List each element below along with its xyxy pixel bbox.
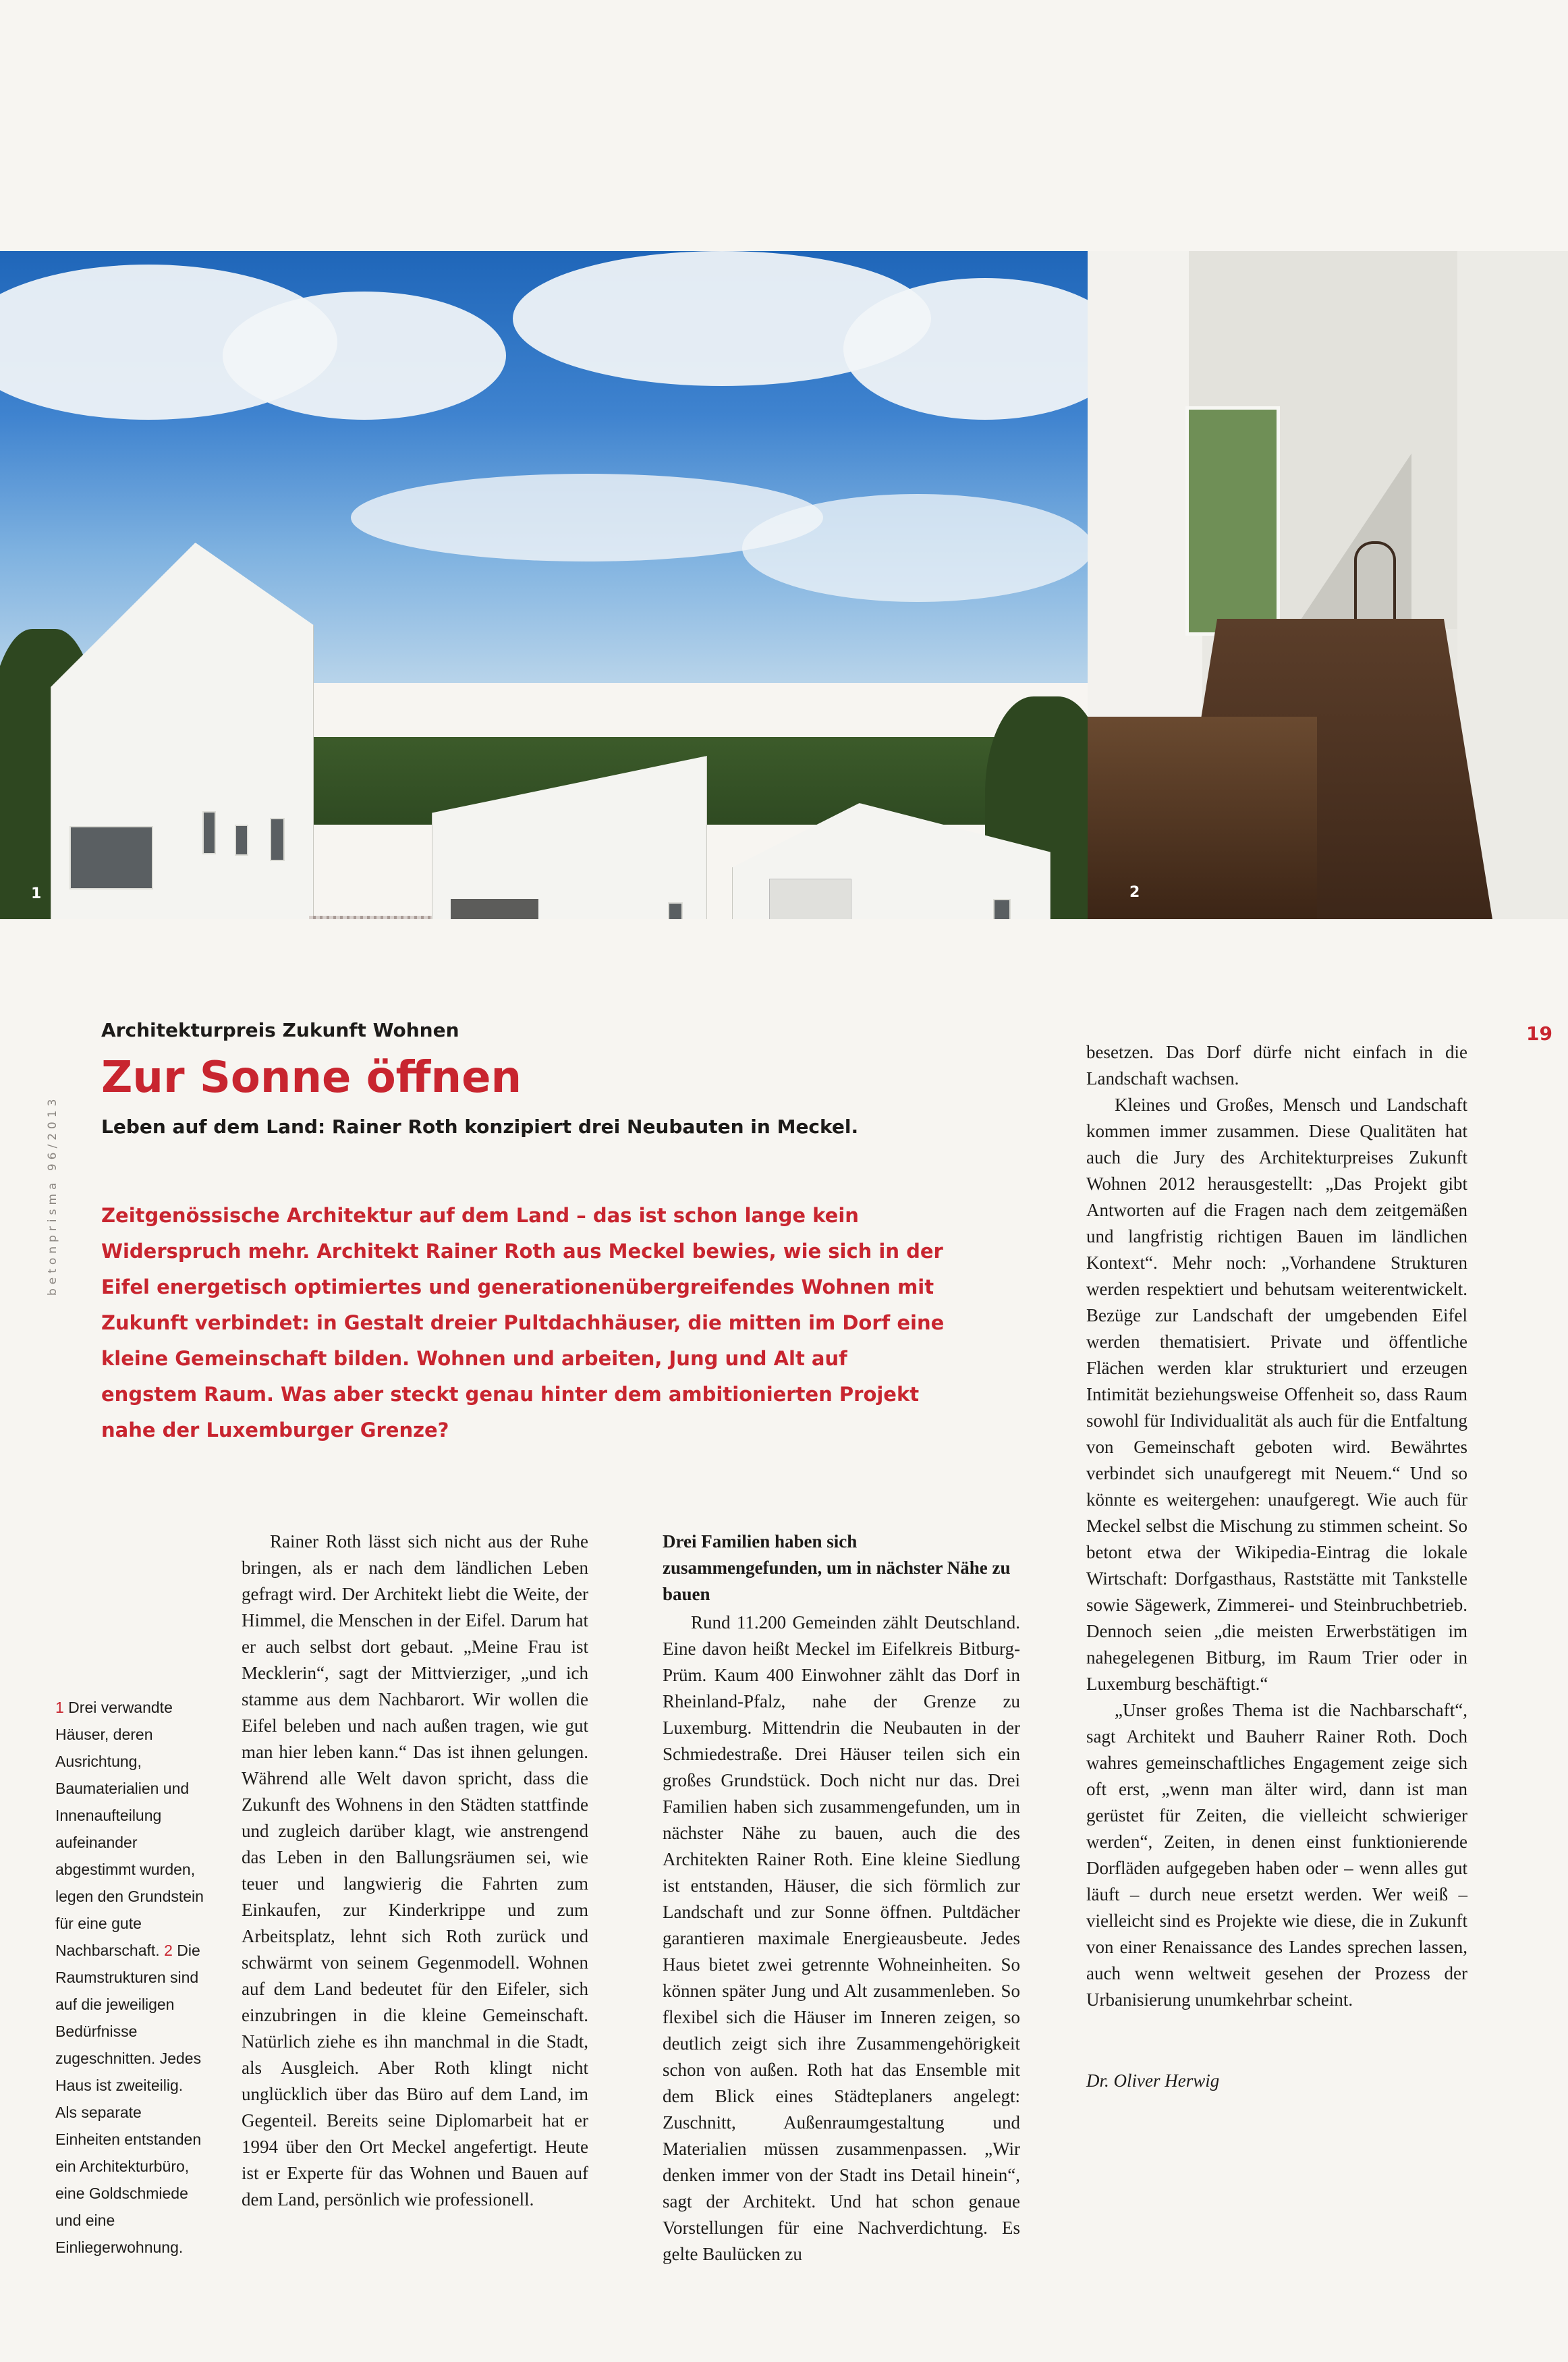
interior-steps (1088, 717, 1317, 919)
photo-fence (309, 916, 437, 919)
section-heading: Drei Familien haben sich zusammengefunden, um in nächster Nähe zu bauen (663, 1531, 1011, 1604)
body-paragraph: Kleines und Großes, Mensch und Landschaft kommen immer zusammen. Diese Qualitäten hat auch die Jury des Architekturpreises Zukunft Wohnen 2012 herausgestellt: „Das Projekt gibt Antworten auf die Fragen nach dem zeitgemäßen und langfristig richtigen Bauen im ländlichen Kontext“. Mehr noch: „Vorhandene Strukturen werden respektiert und behutsam weiterentwickelt. Bezüge zur Landschaft der umgebenden Eifel werden thematisiert. Private und öffentliche Flächen werden klar strukturiert und erzeugen Intimität beziehungsweise Offenheit so, dass Raum sowohl für Individualität als auch für die Entfaltung von Gemeinschaft geboten wird. Bewährtes verbindet sich unaufgeregt mit Neuem.“ Und so könnte es weitergehen: unaufgeregt. Wie auch für Meckel selbst die Mischung zu stimmen scheint. So betont etwa der Wikipedia-Eintrag die lokale Wirtschaft: Dorfgasthaus, Raststätte mit Tankstelle sowie Sägewerk, Zimmerei- und Steinbruchbetrieb. Dennoch seien „die meisten Erwerbstätigen im nahegelegenen Bitburg, im Raum Trier oder in Luxemburg beschäftigt.“ (1086, 1095, 1467, 1694)
interior-chair (1354, 541, 1396, 630)
article-subline: Leben auf dem Land: Rainer Roth konzipiert drei Neubauten in Meckel. (101, 1116, 859, 1138)
interior-window (1185, 406, 1280, 636)
house-window (235, 825, 248, 856)
house-window (270, 818, 285, 861)
caption-number: 2 (164, 1942, 173, 1959)
caption-number: 1 (55, 1699, 64, 1716)
house-window (993, 899, 1011, 919)
body-column-2 (663, 1610, 1020, 2268)
photo-cloud (742, 494, 1088, 602)
body-column-1 (242, 1529, 588, 2213)
photo-interior (1088, 251, 1568, 919)
page-number: 19 (1526, 1022, 1552, 1045)
caption-text: Drei verwandte Häuser, deren Ausrichtung, Baumaterialien und Innenaufteilung aufeinander abgestimmt wurden, legen den Grundstein für eine gute Nachbarschaft. (55, 1699, 204, 1959)
magazine-issue-label: betonprisma 96/2013 (46, 1095, 59, 1296)
caption-text: Die Raumstrukturen sind auf die jeweiligen Bedürfnisse zugeschnitten. Jedes Haus ist zweiteilig. Als separate Einheiten entstanden ein Architekturbüro, eine Goldschmiede und eine Einliegerwohnung. (55, 1942, 202, 2256)
house-carport (451, 899, 538, 919)
article-kicker: Architekturpreis Zukunft Wohnen (101, 1019, 459, 1041)
photo-number: 1 (31, 885, 42, 902)
body-paragraph: besetzen. Das Dorf dürfe nicht einfach in die Landschaft wachsen. (1086, 1042, 1467, 1089)
photo-houses-exterior (0, 251, 1088, 919)
photo-caption (55, 1694, 207, 2261)
article-author: Dr. Oliver Herwig (1086, 2070, 1220, 2091)
photo-number: 2 (1129, 884, 1140, 901)
body-paragraph: Rainer Roth lässt sich nicht aus der Ruhe bringen, als er nach dem ländlichen Leben gefragt wird. Der Architekt liebt die Weite, der Himmel, die Menschen in der Eifel. Darum hat er auch selbst dort gebaut. „Meine Frau ist Mecklerin“, sagt der Mittvierziger, „und ich stamme aus dem Nachbarort. Wir wollen die Eifel beleben und nach außen tragen, wie gut man hier leben kann.“ Das ist ihnen gelungen. Während alle Welt davon spricht, dass die Zukunft des Wohnens in den Städten stattfinde und zugleich darüber klagt, wie anstrengend das Leben in den Ballungsräumen sei, wie teuer und langwierig die Fahrten zum Einkaufen, zur Kinderkrippe und zum Arbeitsplatz, lehnt sich Roth zurück und schwärmt von seinem Gegenmodell. Wohnen auf dem Land bedeutet für den Eifeler, sich einzubringen in die kleine Gemeinschaft. Natürlich ziehe es ihn manchmal in die Stadt, als Ausgleich. Aber Roth klingt nicht unglücklich über das Büro auf dem Land, im Gegenteil. Bereits seine Diplomarbeit hat er 1994 über den Ort Meckel angefertigt. Heute ist er Experte für das Wohnen und Bauen auf dem Land, persönlich wie professionell. (242, 1531, 588, 2209)
body-column-3 (1086, 1039, 1467, 2013)
house-window (202, 811, 216, 854)
photo-strip (0, 251, 1568, 919)
body-paragraph: Rund 11.200 Gemeinden zählt Deutschland. Eine davon heißt Meckel im Eifelkreis Bitburg-Prüm. Kaum 400 Einwohner zählt das Dorf in Rheinland-Pfalz, nahe der Grenze zu Luxemburg. Mittendrin die Neubauten in der Schmiedestraße. Drei Häuser teilen sich ein großes Grundstück. Doch nicht nur das. Drei Familien haben sich zusammengefunden, um in nächster Nähe zu bauen, auch die des Architekten Rainer Roth. Eine kleine Siedlung ist entstanden, Häuser, die sich förmlich zur Landschaft und zur Sonne öffnen. Pultdächer garantieren maximale Energieausbeute. Jedes Haus bietet zwei getrennte Wohneinheiten. So können später Jung und Alt zusammenleben. So flexibel sich die Häuser im Inneren zeigen, so deutlich zeigt sich ihre Zusammengehörigkeit schon von außen. Roth hat das Ensemble mit dem Blick eines Städteplaners angelegt: Zuschnitt, Außenraumgestaltung und Materialien müssen zusammenpassen. „Wir denken immer von der Stadt ins Detail hinein“, sagt der Architekt. Und hat schon genaue Vorstellungen für eine Nachverdichtung. Es gelte Baulücken zu (663, 1612, 1020, 2264)
house-window (668, 902, 683, 919)
house-garage (769, 879, 851, 919)
body-paragraph: „Unser großes Thema ist die Nachbarschaft“, sagt Architekt und Bauherr Rainer Roth. Doch wahres gemeinschaftliches Engagement zeige sich oft erst, „wenn man älter wird, dann ist man gerüstet für Zeiten, die vielleicht schwieriger werden“, Zeiten, in denen einst funktionierende Dorfläden aufgegeben haben oder – wenn alles gut läuft – durch neue ersetzt werden. Wer weiß – vielleicht sind es Projekte wie diese, die in Zukunft von einer Renaissance des Landes sprechen lassen, auch wenn weltweit gesehen der Prozess der Urbanisierung unumkehrbar scheint. (1086, 1700, 1467, 2010)
photo-cloud (223, 292, 506, 420)
house-window (69, 826, 153, 889)
article-headline: Zur Sonne öffnen (101, 1053, 522, 1103)
article-lead: Zeitgenössische Architektur auf dem Land – das ist schon lange kein Widerspruch mehr. Architekt Rainer Roth aus Meckel bewies, wie sich in der Eifel energetisch optimiertes und generationenübergreifendes Wohnen mit Zukunft verbindet: in Gestalt dreier Pultdachhäuser, die mitten im Dorf eine kleine Gemeinschaft bilden. Wohnen und arbeiten, Jung und Alt auf engstem Raum. Was aber steckt genau hinter dem ambitionierten Projekt nahe der Luxemburger Grenze? (101, 1204, 945, 1441)
